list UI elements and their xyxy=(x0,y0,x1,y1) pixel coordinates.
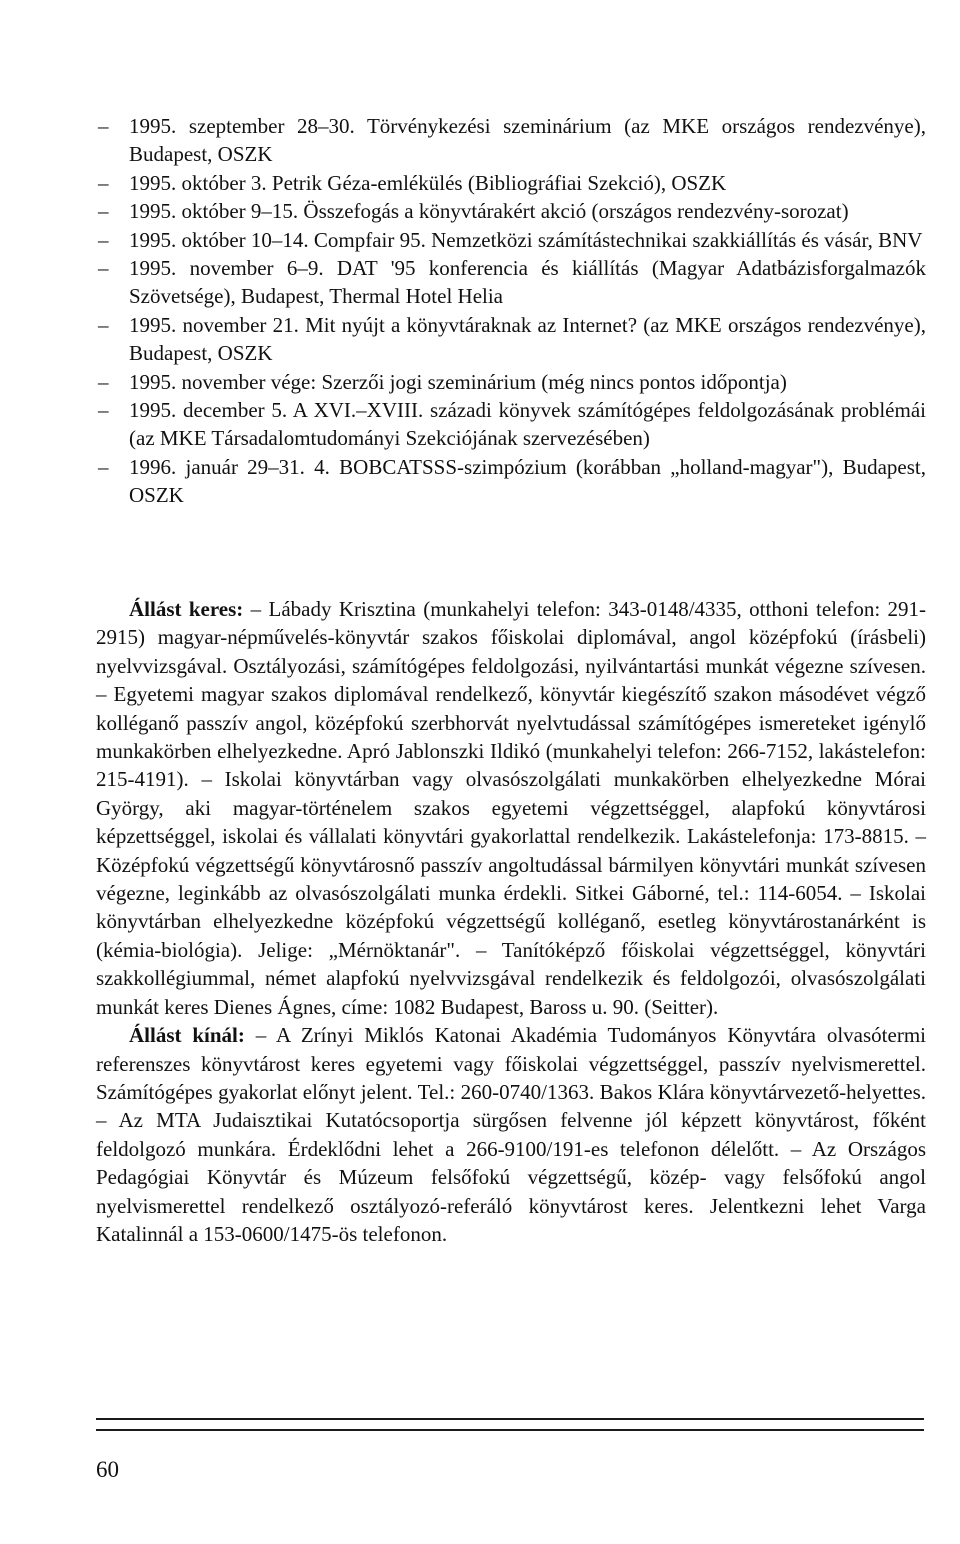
event-text: 1995. október 10–14. Compfair 95. Nemzetközi számítástechnikai szakkiállítás és vásár, BNV xyxy=(129,227,923,252)
event-text: 1996. január 29–31. 4. BOBCATSSS-szimpózium (korábban „holland-magyar"), Budapest, OSZK xyxy=(129,454,926,508)
job-seeking-paragraph xyxy=(96,595,926,1021)
event-text: 1995. november vége: Szerzői jogi szeminárium (még nincs pontos időpontja) xyxy=(129,369,787,394)
list-dash: – xyxy=(98,454,109,479)
event-item xyxy=(96,311,926,368)
job-seeking-heading: Állást keres: xyxy=(129,597,244,621)
list-dash: – xyxy=(98,312,109,337)
event-text: 1995. november 21. Mit nyújt a könyvtáraknak az Internet? (az MKE országos rendezvénye), Budapest, OSZK xyxy=(129,312,926,366)
event-item xyxy=(96,112,926,169)
list-dash: – xyxy=(98,369,109,394)
list-dash: – xyxy=(98,256,109,281)
footer-rule-bottom xyxy=(96,1429,924,1431)
list-dash: – xyxy=(98,398,109,423)
event-text: 1995. október 9–15. Összefogás a könyvtárakért akció (országos rendezvény-sorozat) xyxy=(129,199,849,224)
event-text: 1995. december 5. A XVI.–XVIII. századi könyvek számítógépes feldolgozásának problémái (az MKE Társadalomtudományi Szekciójának szervezésében) xyxy=(129,398,926,451)
job-offer-text: – A Zrínyi Miklós Katonai Akadémia Tudományos Könyvtára olvasótermi referenszes könyvtárost keres egyetemi vagy főiskolai végzettséggel, passzív nyelvismerettel. Számítógépes gyakorlat előnyt jelent. Tel.: 260-0740/1363. Bakos Klára könyvtárvezető-helyettes. – Az MTA Judaisztikai Kutatócsoportja sürgősen felvenne jól képzett könyvtárost, főként feldolgozó munkára. Érdeklődni lehet a 266-9100/191-es telefonon délelőtt. – Az Országos Pedagógiai Könyvtár és Múzeum felsőfokú végzettségű, közép- vagy felsőfokú angol nyelvismerettel rendelkező osztályozó-referáló könyvtárost keres. Jelentkezni lehet Varga Katalinnál a 153-0600/1475-ös telefonon. xyxy=(96,1023,926,1246)
event-item xyxy=(96,254,926,311)
event-text: 1995. szeptember 28–30. Törvénykezési szeminárium (az MKE országos rendezvénye), Budapest, OSZK xyxy=(129,114,926,167)
event-item xyxy=(96,453,926,510)
event-list xyxy=(96,112,926,510)
page-number: 60 xyxy=(96,1457,119,1482)
event-text: 1995. november 6–9. DAT '95 konferencia és kiállítás (Magyar Adatbázisforgalmazók Szövetsége), Budapest, Thermal Hotel Helia xyxy=(129,256,926,309)
event-item xyxy=(96,226,926,254)
list-dash: – xyxy=(98,199,109,224)
job-offer-paragraph xyxy=(96,1021,926,1248)
event-item xyxy=(96,368,926,396)
job-offer-heading: Állást kínál: xyxy=(129,1023,245,1048)
classified-ads xyxy=(96,595,926,1248)
event-item xyxy=(96,169,926,197)
footer-rule-top xyxy=(96,1418,924,1420)
list-dash: – xyxy=(98,170,109,195)
list-dash: – xyxy=(98,227,109,252)
job-seeking-text: – Lábady Krisztina (munkahelyi telefon: 343-0148/4335, otthoni telefon: 291-2915) magyar-népművelés-könyvtár szakos főiskolai diplomával, angol középfokú (írásbeli) nyelvvizsgával. Osztályozási, számítógépes feldolgozási, nyilvántartási munkát végezne szívesen. – Egyetemi magyar szakos diplomával rendelkező, könyvtár kiegészítő szakon másodévet végző kolléganő passzív angol, középfokú szerbhorvát nyelvtudással számítógépes ismereteket igénylő munkakörben elhelyezkedne. Apró Jablonszki Ildikó (munkahelyi telefon: 266-7152, lakástelefon: 215-4191). – Iskolai könyvtárban vagy olvasószolgálati munkakörben elhelyezkedne Mórai György, aki magyar-történelem szakos egyetemi végzettséggel, alapfokú könyvtárosi képzettséggel, iskolai és vállalati könyvtári gyakorlattal rendelkezik. Lakástelefonja: 173-8815. – Középfokú végzettségű könyvtárosnő passzív angoltudással bármilyen könyvtári munkát szívesen végezne, leginkább az olvasószolgálati munka érdekli. Sitkei Gáborné, tel.: 114-6054. – Iskolai könyvtárban elhelyezkedne középfokú végzettségű kolléganő, esetleg könyvtárostanárként is (kémia-biológia). Jelige: „Mérnöktanár". – Tanítóképző főiskolai végzettséggel, könyvtári szakkollégiummal, német alapfokú nyelvvizsgával rendelkezik és feldolgozói, olvasószolgálati munkát keres Dienes Ágnes, címe: 1082 Budapest, Baross u. 90. (Seitter). xyxy=(96,597,927,1019)
event-text: 1995. október 3. Petrik Géza-emlékülés (Bibliográfiai Szekció), OSZK xyxy=(129,170,727,195)
list-dash: – xyxy=(98,114,109,138)
event-item xyxy=(96,197,926,225)
event-item xyxy=(96,396,926,453)
